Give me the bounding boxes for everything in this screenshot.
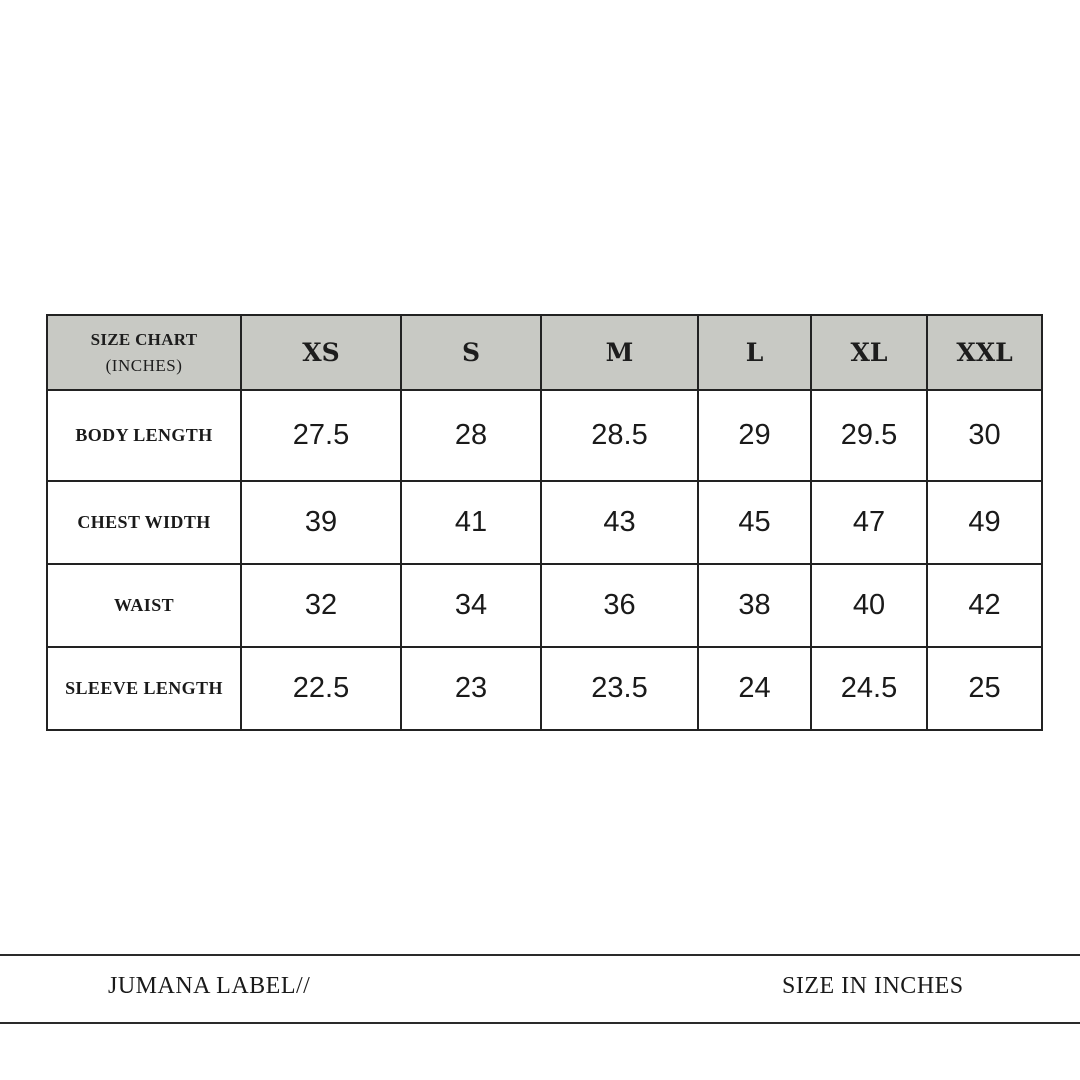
table-cell: 41 xyxy=(401,481,541,564)
size-header-xxl: XXL xyxy=(927,315,1042,390)
table-cell: 34 xyxy=(401,564,541,647)
table-cell: 23 xyxy=(401,647,541,730)
size-chart-unit: (INCHES) xyxy=(105,355,183,375)
size-header-row xyxy=(47,315,1042,390)
table-cell: 23.5 xyxy=(541,647,698,730)
table-cell: 28.5 xyxy=(541,390,698,481)
row-label-chest-width: CHEST WIDTH xyxy=(47,481,241,564)
table-cell: 36 xyxy=(541,564,698,647)
unit-note: SIZE IN INCHES xyxy=(782,973,964,999)
table-cell: 28 xyxy=(401,390,541,481)
size-chart-table xyxy=(46,314,1043,731)
size-header-l: L xyxy=(698,315,811,390)
row-label-sleeve-length: SLEEVE LENGTH xyxy=(47,647,241,730)
table-cell: 32 xyxy=(241,564,401,647)
size-header-s: S xyxy=(401,315,541,390)
table-cell: 43 xyxy=(541,481,698,564)
table-cell: 45 xyxy=(698,481,811,564)
table-cell: 38 xyxy=(698,564,811,647)
table-cell: 30 xyxy=(927,390,1042,481)
table-cell: 47 xyxy=(811,481,927,564)
table-cell: 40 xyxy=(811,564,927,647)
row-label-body-length: BODY LENGTH xyxy=(47,390,241,481)
footer-top-divider xyxy=(0,954,1080,956)
table-row-chest-width xyxy=(47,481,1042,564)
table-cell: 22.5 xyxy=(241,647,401,730)
table-row-body-length xyxy=(47,390,1042,481)
table-cell: 42 xyxy=(927,564,1042,647)
row-label-waist: WAIST xyxy=(47,564,241,647)
size-header-xl: XL xyxy=(811,315,927,390)
table-cell: 27.5 xyxy=(241,390,401,481)
table-row-waist xyxy=(47,564,1042,647)
table-cell: 49 xyxy=(927,481,1042,564)
table-cell: 39 xyxy=(241,481,401,564)
size-chart-corner-cell xyxy=(47,315,241,390)
size-chart-title: SIZE CHART xyxy=(90,329,198,349)
size-header-m: M xyxy=(541,315,698,390)
size-header-xs: XS xyxy=(241,315,401,390)
table-cell: 24.5 xyxy=(811,647,927,730)
footer-bottom-divider xyxy=(0,1022,1080,1024)
table-cell: 29.5 xyxy=(811,390,927,481)
brand-name: JUMANA LABEL// xyxy=(108,973,311,999)
table-row-sleeve-length xyxy=(47,647,1042,730)
table-cell: 29 xyxy=(698,390,811,481)
table-cell: 24 xyxy=(698,647,811,730)
table-cell: 25 xyxy=(927,647,1042,730)
